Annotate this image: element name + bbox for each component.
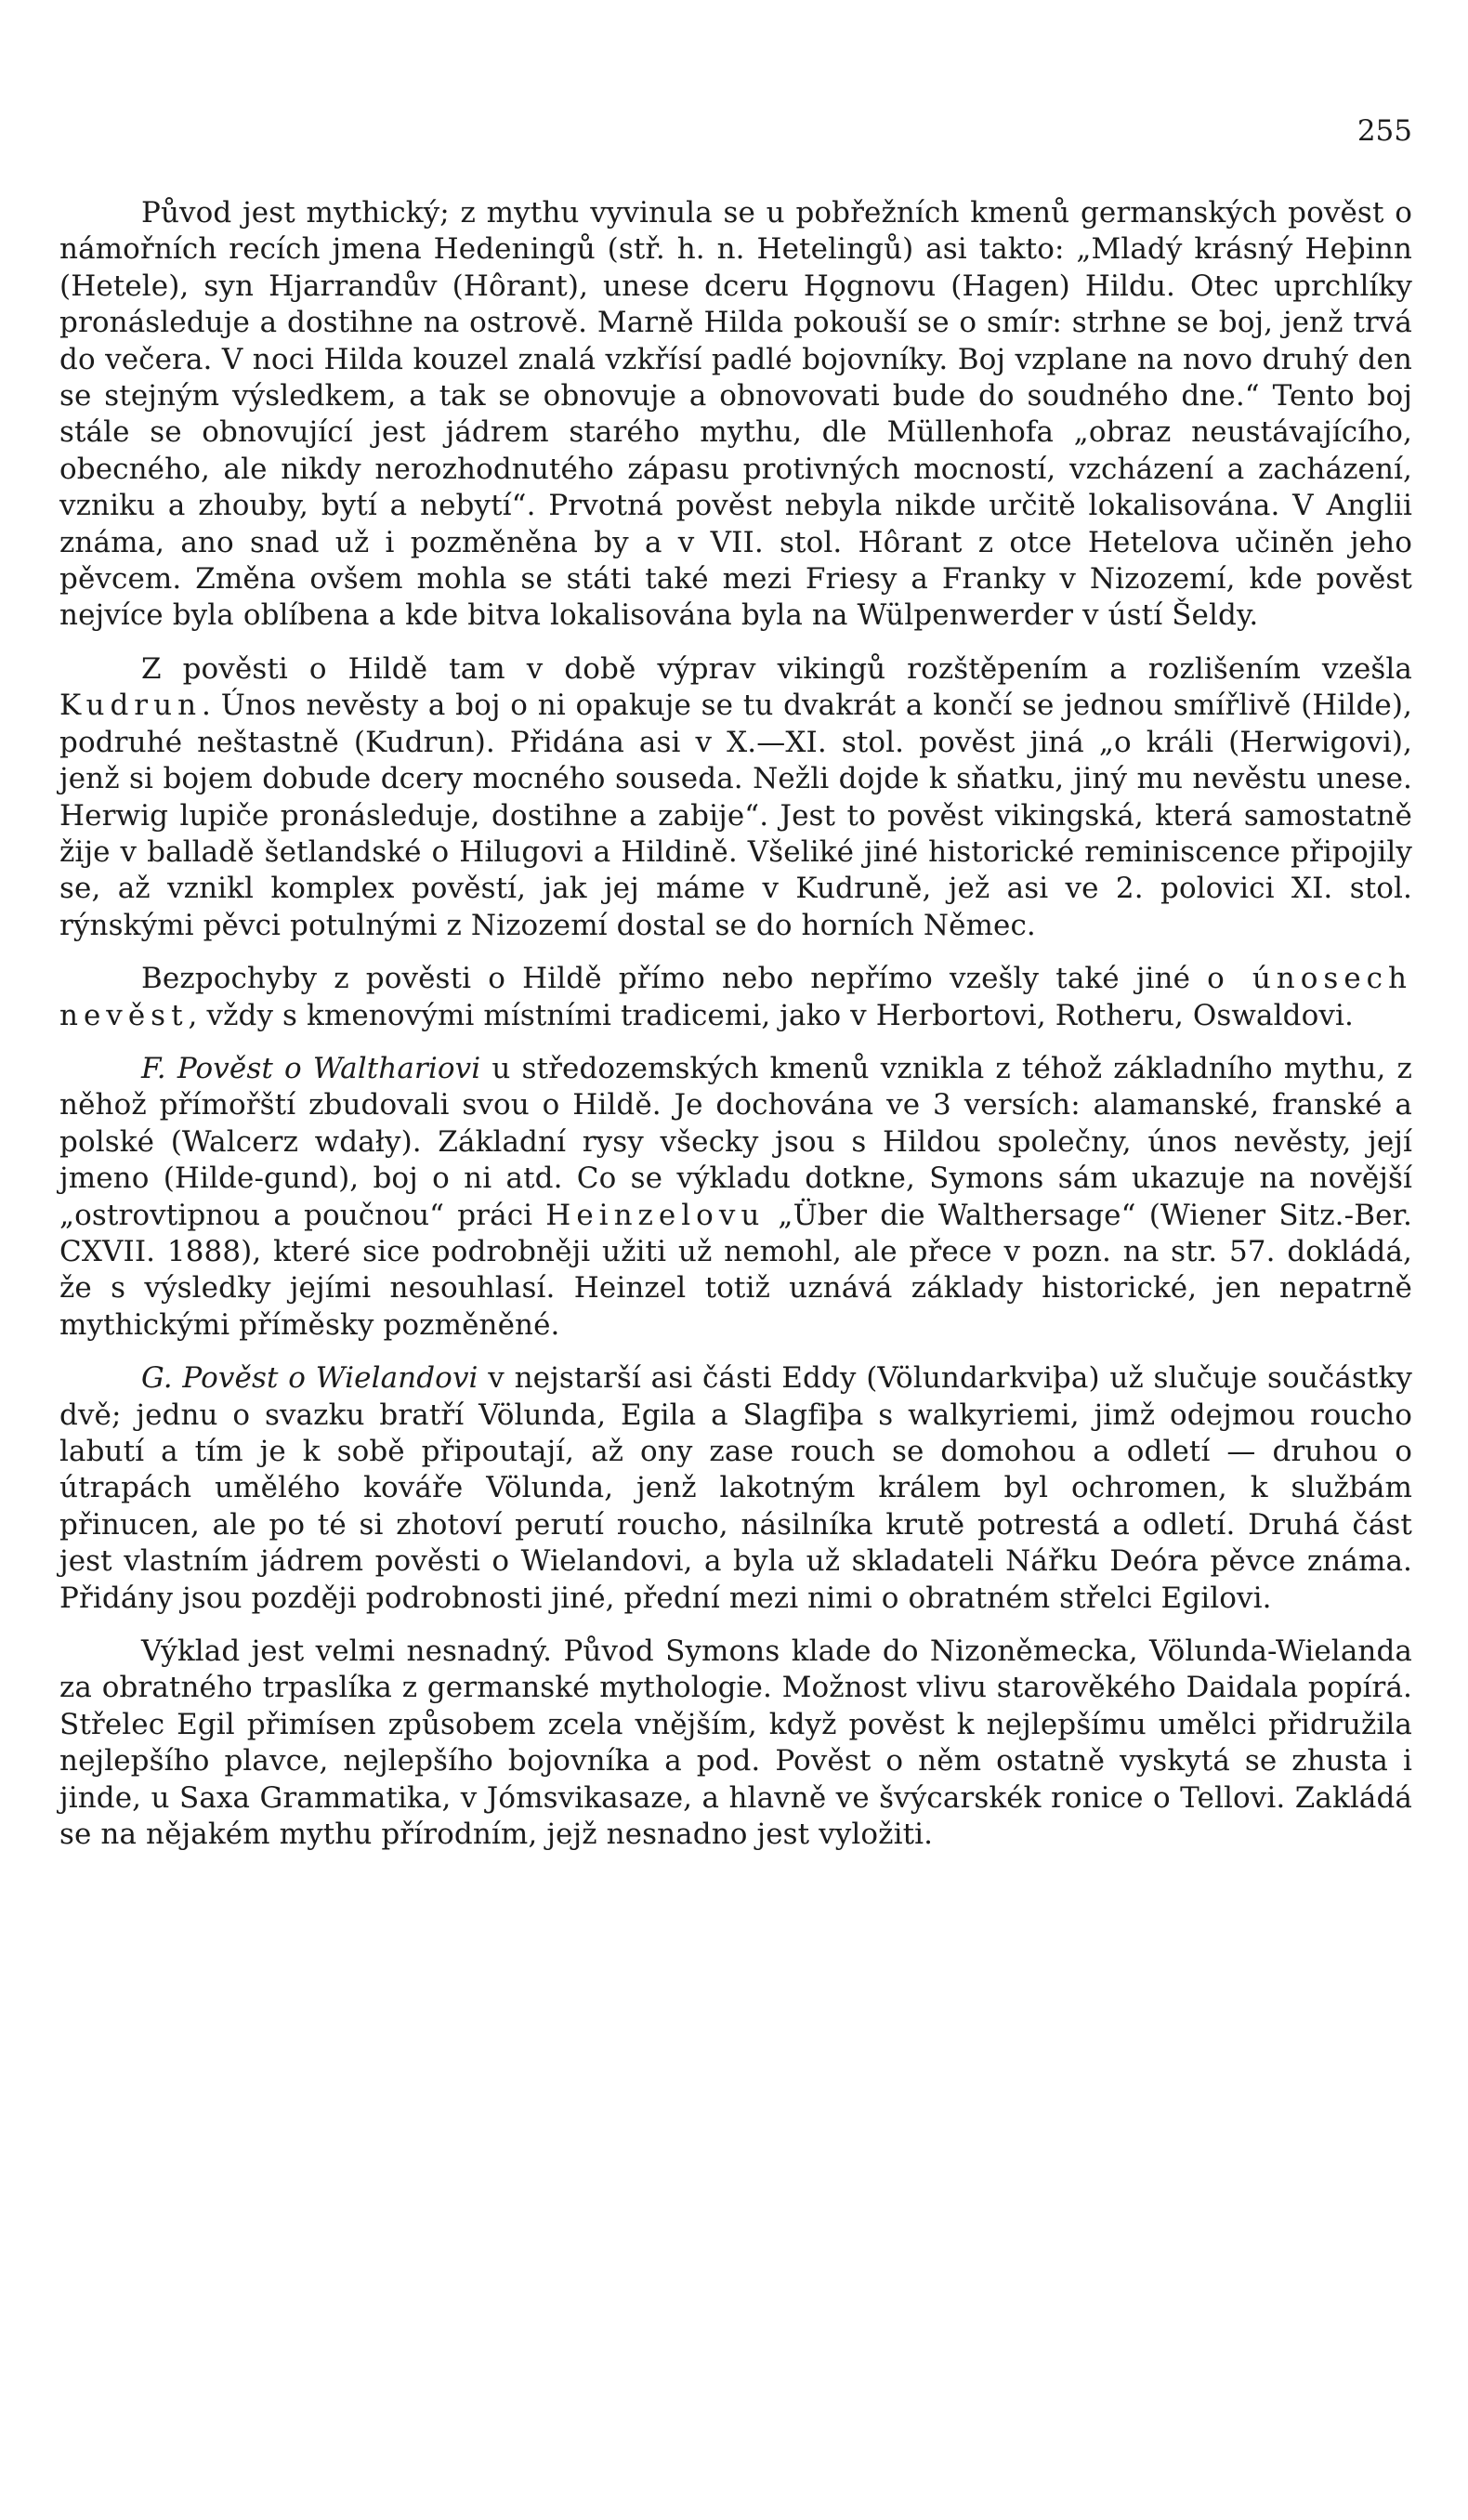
paragraph-1 bbox=[59, 195, 1412, 635]
paragraph-2 bbox=[59, 651, 1412, 944]
abduction-emphasis: o únosech nevěst bbox=[59, 962, 1412, 1032]
paragraph-4-text-a: u středozemských kmenů vznikla z téhož základního mythu, z něhož přímořští zbudovali svou o Hildě. Je dochována ve 3 versích: alamanské, franské a polské (Walcerz wdały). Základní rysy všecky jsou s Hildou společny, únos nevěsty, její jmeno (Hilde-gund), boj o ni atd. Co se výkladu dotkne, Symons sám ukazuje na novější „ostrovtipnou a poučnou“ práci bbox=[59, 1051, 1412, 1232]
heinzel-emphasis: Heinzelovu bbox=[545, 1198, 766, 1232]
kudrun-emphasis: Kudrun bbox=[59, 689, 203, 723]
paragraph-6 bbox=[59, 1634, 1412, 1853]
section-f-heading: F. Pověst o Walthariovi bbox=[141, 1051, 481, 1085]
body-text bbox=[59, 195, 1412, 1870]
paragraph-4 bbox=[59, 1051, 1412, 1344]
paragraph-5-text: v nejstarší asi části Eddy (Völundarkviþa) už slučuje součástky dvě; jednu o svazku bratří Völunda, Egila a Slagfiþa s walkyriemi, jimž odejmou roucho labutí a tím je k sobě připoutají, až ony zase rouch se domohou a odletí — druhou o útrapách umělého kováře Völunda, jenž lakotným králem byl ochromen, k službám přinucen, ale po té si zhotoví perutí roucho, násilníka krutě potrestá a odletí. Druhá část jest vlastním jádrem pověsti o Wielandovi, a byla už skladateli Nářku Deóra pěvce známa. Přidány jsou později podrobnosti jiné, přední mezi nimi o obratném střelci Egilovi. bbox=[59, 1361, 1412, 1615]
paragraph-6-text: Výklad jest velmi nesnadný. Původ Symons klade do Nizoněmecka, Völunda-Wielanda za obratného trpaslíka z germanské mythologie. Možnost vlivu starověkého Daidala popírá. Střelec Egil přimísen způsobem zcela vnějším, když pověst k nejlepšímu umělci přidružila nejlepšího plavce, nejlepšího bojovníka a pod. Pověst o něm ostatně vyskytá se zhusta i jinde, u Saxa Grammatika, v Jómsvikasaze, a hlavně ve švýcarskék ronice o Tellovi. Zakládá se na nějakém mythu přírodním, jejž nesnadno jest vyložiti. bbox=[59, 1634, 1412, 1852]
paragraph-2-text-b: . Únos nevěsty a boj o ni opakuje se tu dvakrát a končí se jednou smířlivě (Hilde), podruhé neštastně (Kudrun). Přidána asi v X.—XI. stol. pověst jiná „o králi (Herwigovi), jenž si bojem dobude dcery mocného souseda. Nežli dojde k sňatku, jiný mu nevěstu unese. Herwig lupiče pronásleduje, dostihne a zabije“. Jest to pověst vikingská, která samostatně žije v balladě šetlandské o Hilugovi a Hildině. Všeliké jiné historické reminiscence připojily se, až vznikl komplex pověstí, jak jej máme v Kudruně, jež asi ve 2. polovici XI. stol. rýnskými pěvci potulnými z Nizozemí dostal se do horních Němec. bbox=[59, 689, 1412, 942]
paragraph-2-text-a: Z pověsti o Hildě tam v době výprav vikingů rozštěpením a rozlišením vzešla bbox=[141, 651, 1412, 686]
paragraph-1-text: Původ jest mythický; z mythu vyvinula se u pobřežních kmenů germanských pověst o námořních recích jmena Hedeningů (stř. h. n. Hetelingů) asi takto: „Mladý krásný Heþinn (Hetele), syn Hjarrandův (Hôrant), unese dceru Hǫgnovu (Hagen) Hildu. Otec uprchlíky pronásleduje a dostihne na ostrově. Marně Hilda pokouší se o smír: strhne se boj, jenž trvá do večera. V noci Hilda kouzel znalá vzkřísí padlé bojovníky. Boj vzplane na novo druhý den se stejným výsledkem, a tak se obnovuje a obnovovati bude do soudného dne.“ Tento boj stále se obnovující jest jádrem starého mythu, dle Müllenhofa „obraz neustávajícího, obecného, ale nikdy nerozhodnutého zápasu protivných mocností, vzcházení a zacházení, vzniku a zhouby, bytí a nebytí“. Prvotná pověst nebyla nikde určitě lokalisována. V Anglii známa, ano snad už i pozměněna by a v VII. stol. Hôrant z otce Hetelova učiněn jeho pěvcem. Změna ovšem mohla se státi také mezi Friesy a Franky v Nizozemí, kde pověst nejvíce byla oblíbena a kde bitva lokalisována byla na Wülpenwerder v ústí Šeldy. bbox=[59, 196, 1412, 633]
paragraph-3-text-b: , vždy s kmenovými místními tradicemi, jako v Herbortovi, Rotheru, Oswaldovi. bbox=[188, 998, 1354, 1032]
paragraph-5 bbox=[59, 1360, 1412, 1617]
paragraph-4-text-b: „Über die Walthersage“ (Wiener Sitz.-Ber. CXVII. 1888), které sice podrobněji užiti už nemohl, ale přece v pozn. na str. 57. dokládá, že s výsledky jejími nesouhlasí. Heinzel totiž uznává základy historické, jen nepatrně mythickými příměsky pozměněné. bbox=[59, 1198, 1412, 1342]
paragraph-3 bbox=[59, 961, 1412, 1034]
section-g-heading: G. Pověst o Wielandovi bbox=[141, 1361, 478, 1396]
paragraph-3-text-a: Bezpochyby z pověsti o Hildě přímo nebo nepřímo vzešly také jiné bbox=[141, 962, 1208, 996]
page-number: 255 bbox=[1357, 114, 1412, 148]
